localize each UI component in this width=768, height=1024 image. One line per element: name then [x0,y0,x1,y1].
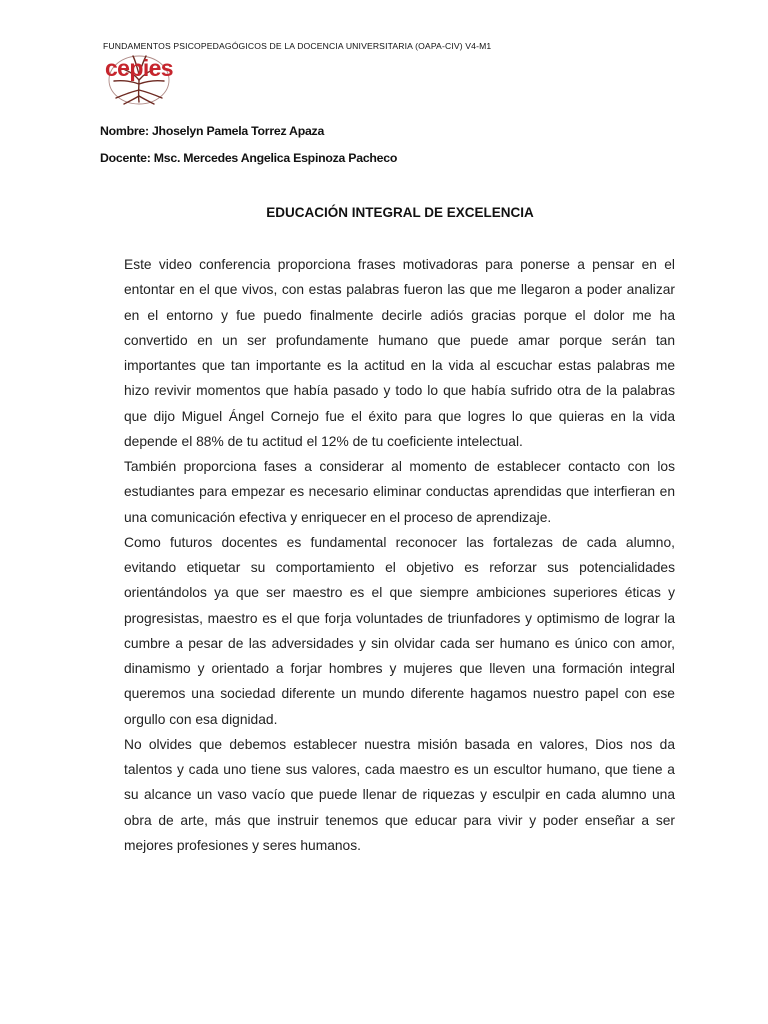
logo-wordmark: cepies [104,55,173,81]
paragraph: Como futuros docentes es fundamental reconocer las fortalezas de cada alumno, evitando etiquetar su comportamiento el objetivo es reforzar sus potencialidades orientándolos ya que ser maestro es el que siempre ambiciones superiores éticas y progresistas, maestro es el que forja voluntades de triunfadores y optimismo de lograr la cumbre a pesar de las adversidades y sin olvidar cada ser humano es único con amor, dinamismo y orientado a forjar hombres y mujeres que lleven una formación integral queremos una sociedad diferente un mundo diferente hagamos nuestro papel con ese orgullo con esa dignidad. [124,534,675,727]
document-body [124,252,675,858]
student-name: Nombre: Jhoselyn Pamela Torrez Apaza [100,124,325,138]
course-header: FUNDAMENTOS PSICOPEDAGÓGICOS DE LA DOCENCIA UNIVERSITARIA (OAPA-CIV) V4-M1 [103,41,492,51]
paragraph: También proporciona fases a considerar al momento de establecer contacto con los estudiantes para empezar es necesario eliminar conductas aprendidas que interfieran en una comunicación efectiva y enriquecer en el proceso de aprendizaje. [124,459,675,525]
paragraph: No olvides que debemos establecer nuestra misión basada en valores, Dios nos da talentos y cada uno tiene sus valores, cada maestro es un escultor humano, que tiene a su alcance un vaso vacío que puede llenar de riquezas y esculpir en cada alumno una obra de arte, más que instruir tenemos que educar para vivir y poder enseñar a ser mejores profesiones y seres humanos. [124,736,675,853]
paragraph: Este video conferencia proporciona frases motivadoras para ponerse a pensar en el entontar en el que vivos, con estas palabras fueron las que me llegaron a poder analizar en el entorno y fue puedo finalmente decirle adiós gracias porque el dolor me ha convertido en un ser profundamente humano que puede amar porque serán tan importantes que tan importante es la actitud en la vida al escuchar estas palabras me hizo revivir momentos que había pasado y todo lo que había sufrido otra de la palabras que dijo Miguel Ángel Cornejo fue el éxito para que logres lo que quieras en la vida depende el 88% de tu actitud el 12% de tu coeficiente intelectual. [124,257,675,449]
cepies-logo [100,50,178,106]
teacher-name: Docente: Msc. Mercedes Angelica Espinoza Pacheco [100,151,398,165]
document-title: EDUCACIÓN INTEGRAL DE EXCELENCIA [266,205,534,220]
